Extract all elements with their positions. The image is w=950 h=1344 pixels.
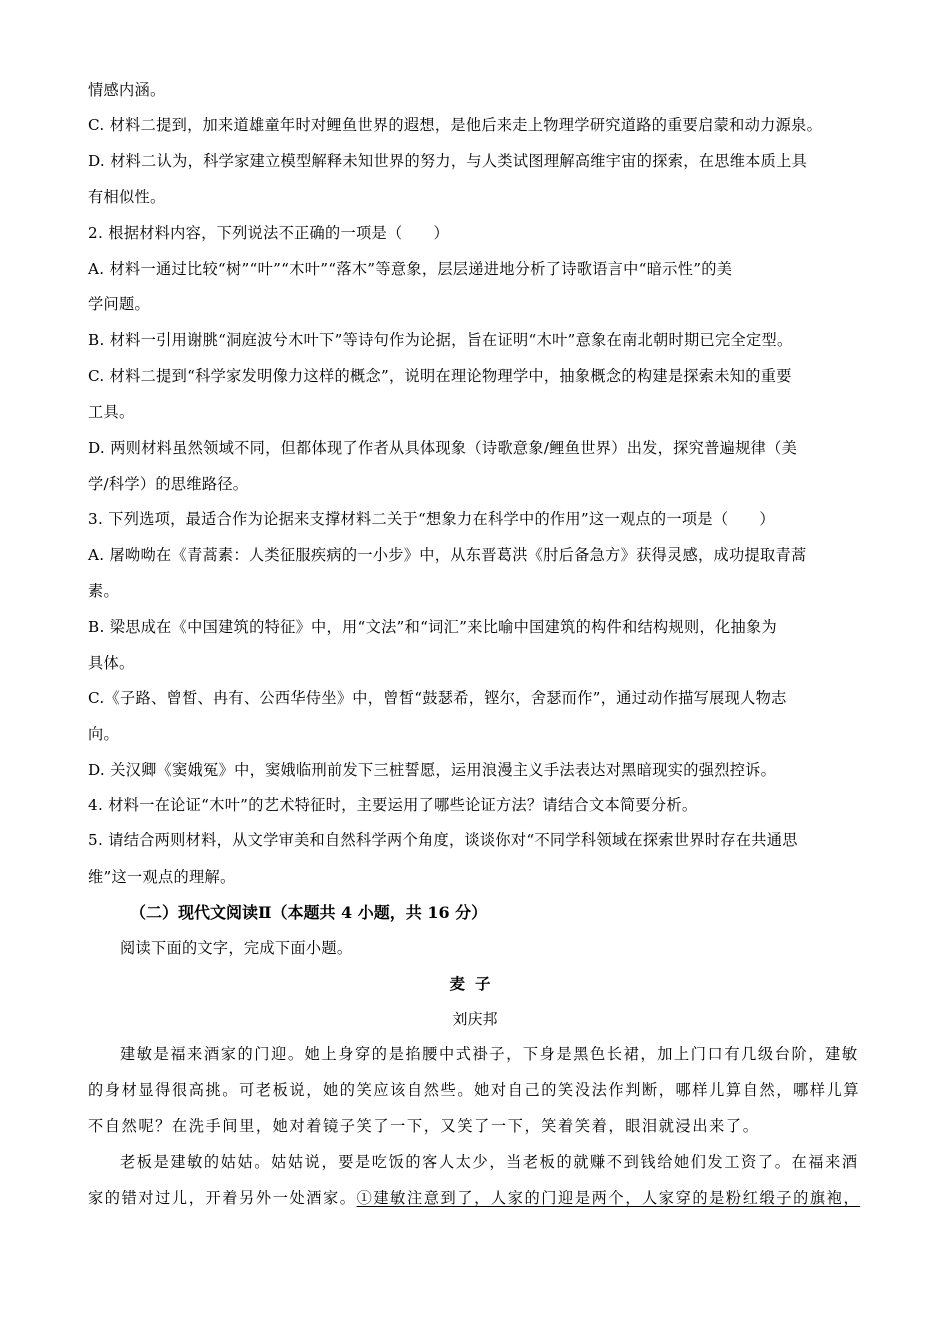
option-c: C. 材料二提到，加来道雄童年时对鲤鱼世界的遐想，是他后来走上物理学研究道路的重要启蒙和动力源泉。 xyxy=(88,116,823,134)
text-line: 维”这一观点的理解。 xyxy=(88,868,236,886)
option-c: C.《子路、曾皙、冉有、公西华侍坐》中，曾皙“鼓瑟希，铿尔，舍瑟而作”，通过动作描写展现人物志 xyxy=(88,689,787,707)
reading-instruction: 阅读下面的文字，完成下面小题。 xyxy=(120,939,353,957)
text-line: 学/科学）的思维路径。 xyxy=(88,475,249,493)
text-line: 向。 xyxy=(88,725,119,743)
option-a: A. 屠呦呦在《青蒿素：人类征服疾病的一小步》中，从东晋葛洪《肘后备急方》获得灵感，成功提取青蒿 xyxy=(88,546,807,564)
text-line: 学问题。 xyxy=(88,295,150,313)
text-line: 具体。 xyxy=(88,654,135,672)
option-a: A. 材料一通过比较“树”“叶”“木叶”“落木”等意象，层层递进地分析了诗歌语言中“暗示性”的美 xyxy=(88,260,733,278)
option-c: C. 材料二提到“科学家发明像力这样的概念”，说明在理论物理学中，抽象概念的构建是探索未知的重要 xyxy=(88,367,792,385)
option-d: D. 关汉卿《窦娥冤》中，窦娥临刑前发下三桩誓愿，运用浪漫主义手法表达对黑暗现实的强烈控诉。 xyxy=(88,761,777,779)
text-line: 有相似性。 xyxy=(88,188,166,206)
option-b: B. 梁思成在《中国建筑的特征》中，用“文法”和“词汇”来比喻中国建筑的构件和结构规则，化抽象为 xyxy=(88,618,777,636)
paragraph-line: 的身材显得很高挑。可老板说，她的笑应该自然些。她对自己的笑没法作判断，哪样儿算自然，哪样儿算 xyxy=(88,1081,861,1099)
paragraph-line xyxy=(88,1188,860,1208)
text-line: 素。 xyxy=(88,582,119,600)
option-d: D. 两则材料虽然领域不同，但都体现了作者从具体现象（诗歌意象/鲤鱼世界）出发，探究普遍规律（美 xyxy=(88,439,798,457)
paragraph-line: 建敏是福来酒家的门迎。她上身穿的是掐腰中式褂子，下身是黑色长裙，加上门口有几级台阶，建敏 xyxy=(120,1045,859,1063)
question-4: 4. 材料一在论证“木叶”的艺术特征时，主要运用了哪些论证方法？请结合文本简要分析。 xyxy=(88,796,698,814)
underlined-passage: ①建敏注意到了，人家的门迎是两个，人家穿的是粉红缎子的旗袍， xyxy=(356,1189,861,1207)
option-d: D. 材料二认为，科学家建立模型解释未知世界的努力，与人类试图理解高维宇宙的探索，在思维本质上具 xyxy=(88,152,808,170)
question-3-stem: 3. 下列选项，最适合作为论据来支撑材料二关于“想象力在科学中的作用”这一观点的一项是（ ） xyxy=(88,510,775,528)
paragraph-line: 老板是建敏的姑姑。姑姑说，要是吃饭的客人太少，当老板的就赚不到钱给她们发工资了。在福来酒 xyxy=(120,1153,859,1171)
story-title: 麦子 xyxy=(449,974,501,993)
story-author: 刘庆邦 xyxy=(452,1010,498,1028)
section-heading: （二）现代文阅读Ⅱ（本题共 4 小题，共 16 分） xyxy=(130,903,488,922)
text-line: 工具。 xyxy=(88,403,135,421)
text-line: 情感内涵。 xyxy=(88,81,166,99)
option-b: B. 材料一引用谢朓“洞庭波兮木叶下”等诗句作为论据，旨在证明“木叶”意象在南北朝时期已完全定型。 xyxy=(88,331,793,349)
question-5: 5. 请结合两则材料，从文学审美和自然科学两个角度，谈谈你对“不同学科领域在探索世界时存在共通思 xyxy=(88,831,798,849)
plain-text: 家的错对过儿，开着另外一处酒家。 xyxy=(88,1189,357,1207)
question-2-stem: 2. 根据材料内容，下列说法不正确的一项是（ ） xyxy=(88,224,449,242)
paragraph-line: 不自然呢？在洗手间里，她对着镜子笑了一下，又笑了一下，笑着笑着，眼泪就浸出来了。 xyxy=(88,1117,760,1135)
